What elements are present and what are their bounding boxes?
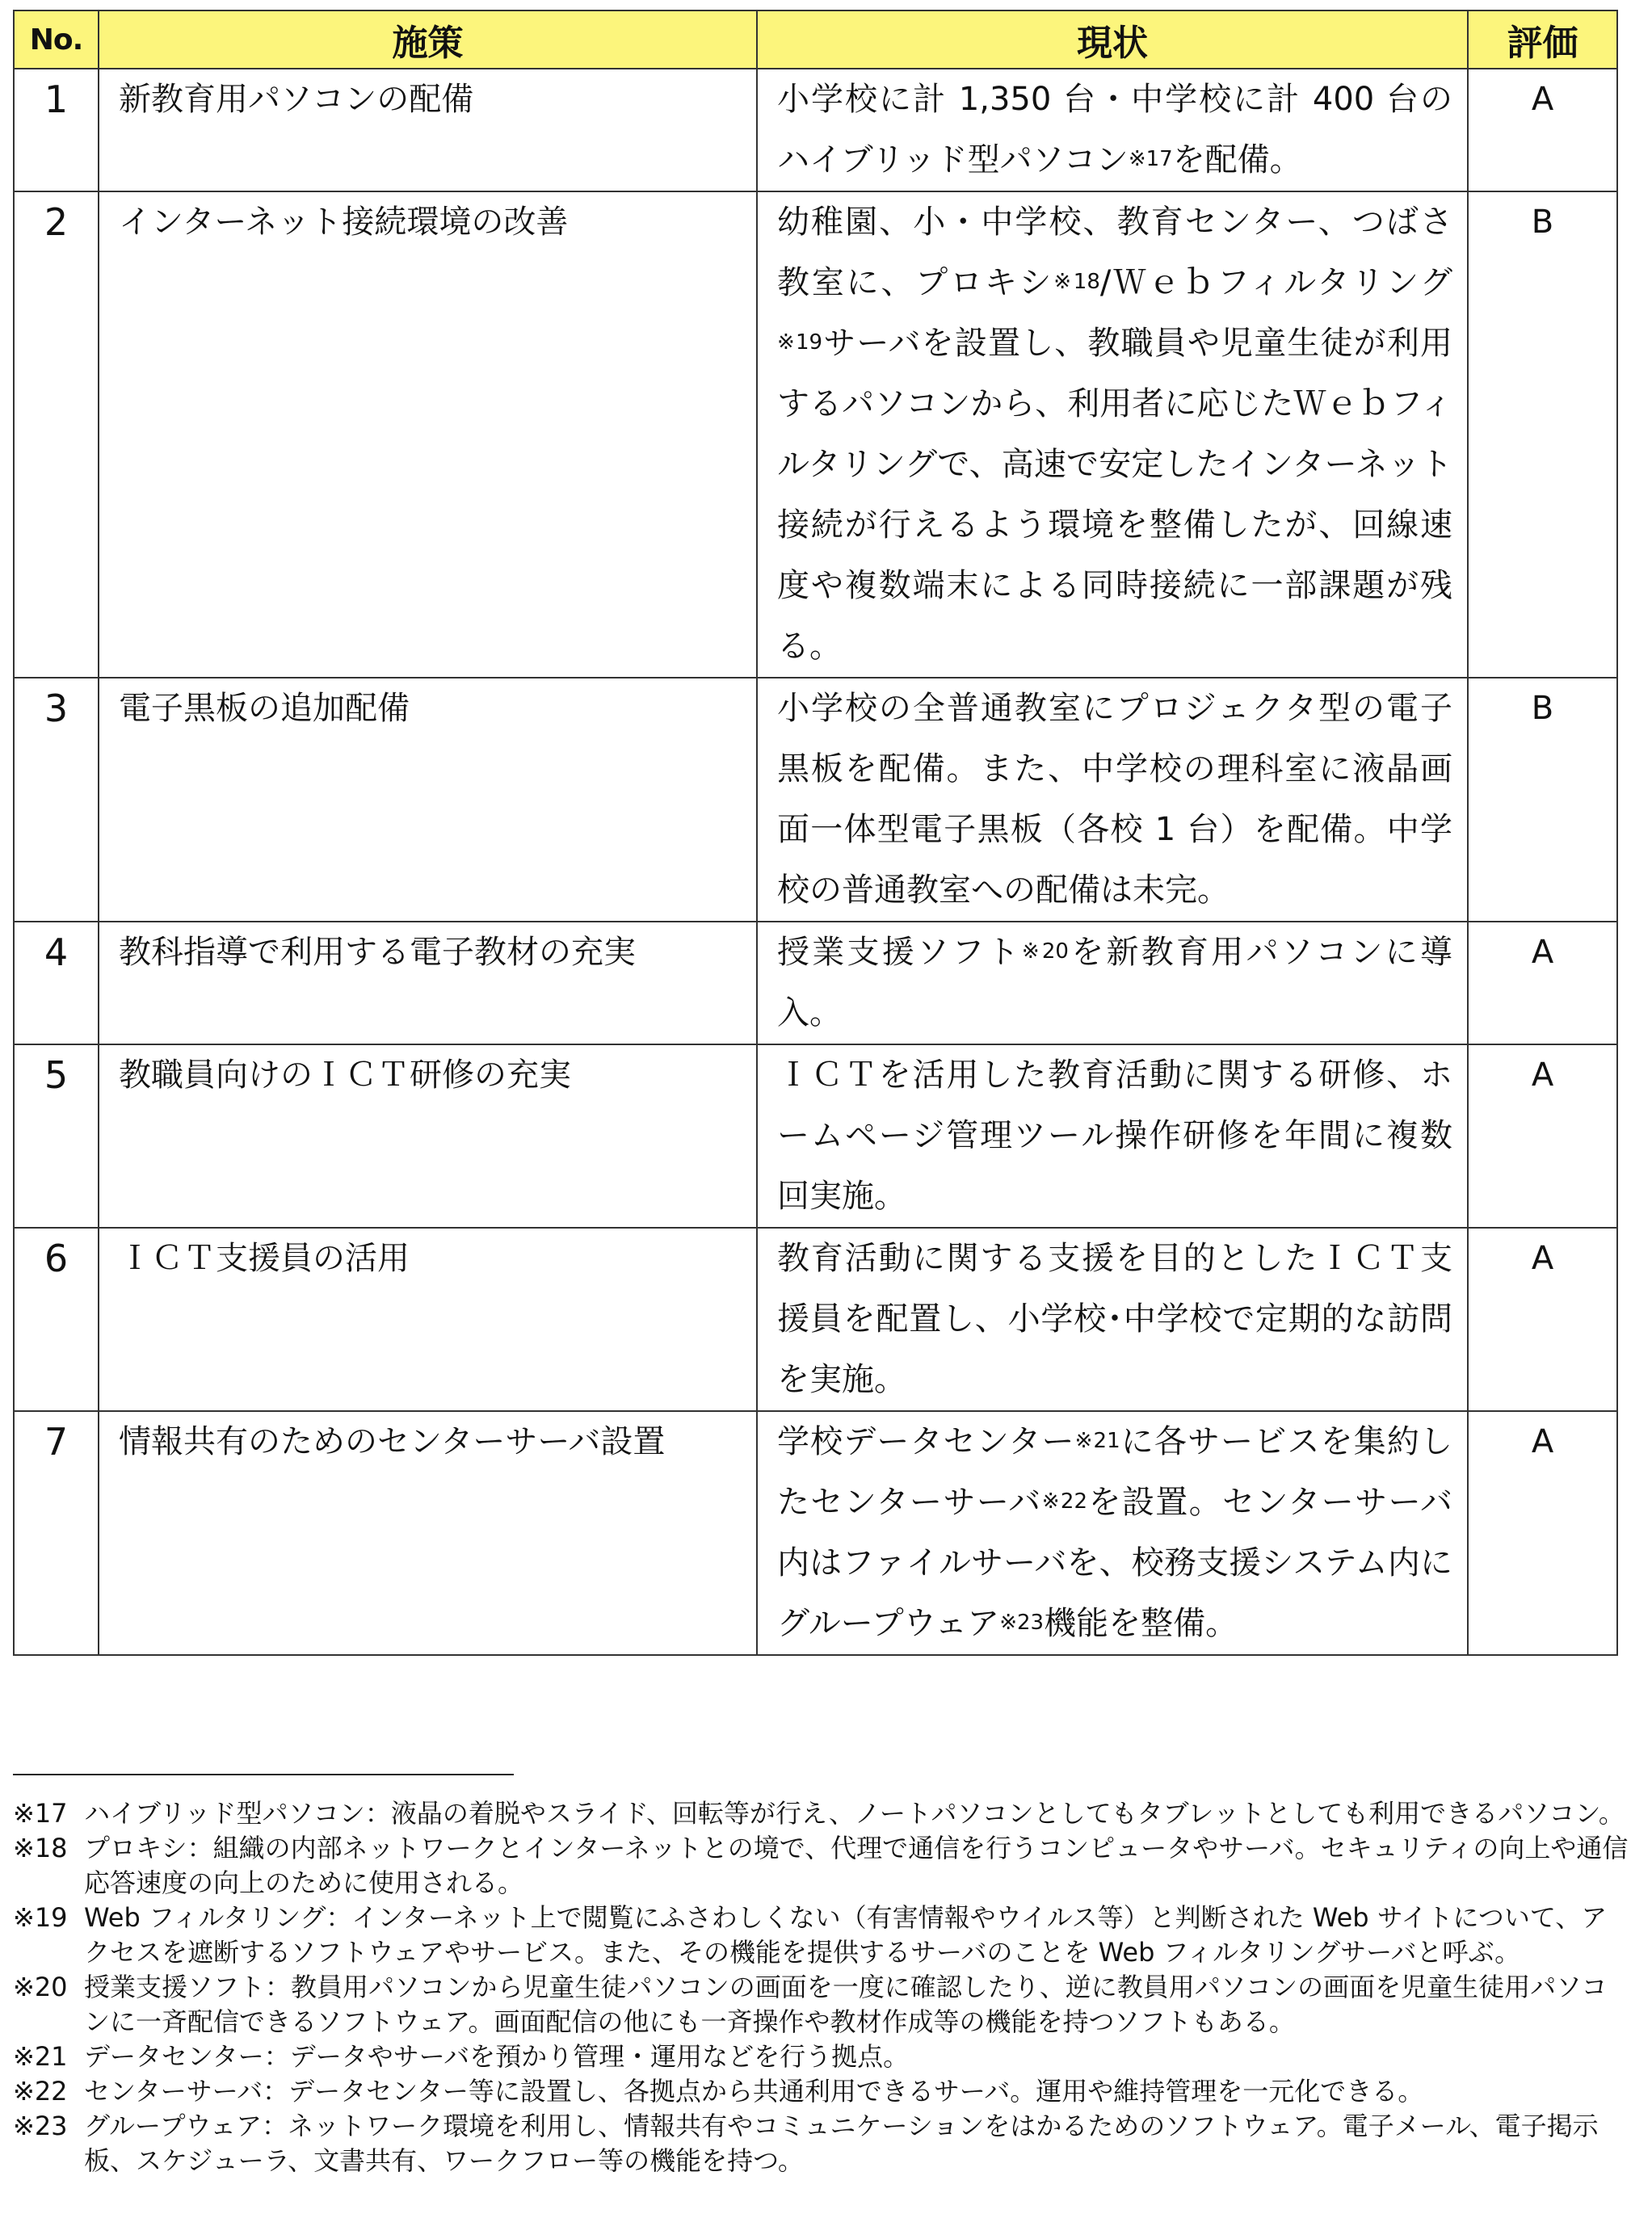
measure-cell: 新教育用パソコンの配備 bbox=[99, 69, 757, 191]
measure-cell: 教科指導で利用する電子教材の充実 bbox=[99, 922, 757, 1044]
status-text: ＩＣＴを活用した教育活動に関する研修、ホームページ管理ツール操作研修を年間に複数回実施。 bbox=[777, 1056, 1452, 1215]
status-text: 学校データセンター bbox=[777, 1423, 1075, 1460]
footnote-divider bbox=[13, 1774, 514, 1775]
table-row bbox=[14, 191, 1617, 678]
status-text: 小学校の全普通教室にプロジェクタ型の電子黒板を配備。また、中学校の理科室に液晶画面一体型電子黒板（各校 1 台）を配備。中学校の普通教室への配備は未完。 bbox=[777, 690, 1452, 909]
footnote-text: グループウェア：ネットワーク環境を利用し、情報共有やコミュニケーションをはかるためのソフトウェア。電子メール、電子掲示板、スケジューラ、文書共有、ワークフロー等の機能を持つ。 bbox=[84, 2111, 1599, 2176]
footnote-mark: ※20 bbox=[13, 1972, 68, 2002]
footnote-item bbox=[13, 1970, 1629, 2039]
measure-cell: 情報共有のためのセンターサーバ設置 bbox=[99, 1411, 757, 1655]
table-row bbox=[14, 1411, 1617, 1655]
row-number: 5 bbox=[14, 1044, 99, 1228]
header-no: No. bbox=[14, 11, 99, 69]
footnote-text: ハイブリッド型パソコン：液晶の着脱やスライド、回転等が行え、ノートパソコンとしてもタブレットとしても利用できるパソコン。 bbox=[84, 1798, 1625, 1829]
footnote-item bbox=[13, 1901, 1629, 1970]
header-grade: 評価 bbox=[1468, 11, 1617, 69]
status-text: 授業支援ソフト bbox=[777, 934, 1022, 971]
footnote-mark: ※19 bbox=[13, 1902, 68, 1933]
row-number: 2 bbox=[14, 191, 99, 678]
status-cell bbox=[757, 191, 1468, 678]
table-row bbox=[14, 1044, 1617, 1228]
status-text: 幼稚園、小・中学校、教育センター、つばさ教室に、プロキシ bbox=[777, 204, 1452, 301]
status-text: を配備。 bbox=[1172, 141, 1302, 179]
row-number: 6 bbox=[14, 1228, 99, 1411]
measure-cell: インターネット接続環境の改善 bbox=[99, 191, 757, 678]
status-text: 小学校に計 1,350 台・中学校に計 400 台のハイブリッド型パソコン bbox=[777, 81, 1452, 179]
status-cell bbox=[757, 678, 1468, 922]
footnote-ref: ※18 bbox=[1053, 270, 1100, 294]
table-header-row bbox=[14, 11, 1617, 69]
footnote-mark: ※17 bbox=[13, 1798, 68, 1829]
footnote-item bbox=[13, 1831, 1629, 1901]
footnote-item bbox=[13, 1796, 1629, 1831]
status-text: を設置。センターサーバ内はファイルサーバを、校務支援システム内にグループウェア bbox=[777, 1484, 1453, 1642]
status-cell bbox=[757, 1411, 1468, 1655]
footnote-ref: ※21 bbox=[1074, 1429, 1120, 1453]
status-cell bbox=[757, 1228, 1468, 1411]
table-row bbox=[14, 678, 1617, 922]
table-body bbox=[14, 69, 1617, 1655]
footnote-mark: ※22 bbox=[13, 2076, 68, 2107]
footnote-mark: ※21 bbox=[13, 2041, 68, 2072]
measure-cell: 教職員向けのＩＣＴ研修の充実 bbox=[99, 1044, 757, 1228]
row-number: 4 bbox=[14, 922, 99, 1044]
footnote-text: Web フィルタリング：インターネット上で閲覧にふさわしくない（有害情報やウイルス等）と判断された Web サイトについて、アクセスを遮断するソフトウェアやサービス。また、その機能を提供するサーバのことを Web フィルタリングサーバと呼ぶ。 bbox=[84, 1902, 1608, 1968]
status-text: に各サービスを集約したセンターサーバ bbox=[777, 1423, 1452, 1521]
footnote-text: プロキシ：組織の内部ネットワークとインターネットとの境で、代理で通信を行うコンピュータやサーバ。セキュリティの向上や通信応答速度の向上のために使用される。 bbox=[84, 1833, 1629, 1898]
status-text: 教育活動に関する支援を目的としたＩＣＴ支援員を配置し、小学校･中学校で定期的な訪問を実施。 bbox=[777, 1240, 1452, 1398]
footnote-item bbox=[13, 2109, 1629, 2178]
footnotes bbox=[13, 1796, 1629, 2178]
grade-cell: A bbox=[1468, 1228, 1617, 1411]
footnote-ref: ※19 bbox=[777, 330, 823, 355]
status-text: 機能を整備。 bbox=[1044, 1605, 1238, 1642]
status-text: を新教育用パソコンに導入。 bbox=[777, 934, 1453, 1031]
footnote-ref: ※17 bbox=[1128, 147, 1173, 171]
row-number: 3 bbox=[14, 678, 99, 922]
measure-cell: 電子黒板の追加配備 bbox=[99, 678, 757, 922]
grade-cell: A bbox=[1468, 1044, 1617, 1228]
grade-cell: A bbox=[1468, 69, 1617, 191]
header-measure: 施策 bbox=[99, 11, 757, 69]
status-text: /Ｗｅｂフィルタリング bbox=[1099, 264, 1452, 301]
footnote-text: センターサーバ：データセンター等に設置し、各拠点から共通利用できるサーバ。運用や維持管理を一元化できる。 bbox=[84, 2076, 1424, 2107]
measure-cell: ＩＣＴ支援員の活用 bbox=[99, 1228, 757, 1411]
footnote-ref: ※23 bbox=[999, 1611, 1045, 1635]
row-number: 7 bbox=[14, 1411, 99, 1655]
header-status: 現状 bbox=[757, 11, 1468, 69]
footnote-mark: ※23 bbox=[13, 2111, 68, 2141]
footnote-item bbox=[13, 2039, 1629, 2074]
footnote-text: データセンター：データやサーバを預かり管理・運用などを行う拠点。 bbox=[84, 2041, 910, 2072]
status-cell bbox=[757, 69, 1468, 191]
footnote-mark: ※18 bbox=[13, 1833, 68, 1863]
status-cell bbox=[757, 922, 1468, 1044]
table-row bbox=[14, 1228, 1617, 1411]
status-cell bbox=[757, 1044, 1468, 1228]
grade-cell: B bbox=[1468, 191, 1617, 678]
footnote-ref: ※22 bbox=[1041, 1489, 1088, 1514]
footnote-ref: ※20 bbox=[1021, 939, 1069, 964]
table-row bbox=[14, 922, 1617, 1044]
grade-cell: A bbox=[1468, 1411, 1617, 1655]
grade-cell: A bbox=[1468, 922, 1617, 1044]
table-row bbox=[14, 69, 1617, 191]
ict-measures-table bbox=[13, 10, 1618, 1656]
status-text: サーバを設置し、教職員や児童生徒が利用するパソコンから、利用者に応じたＷｅｂフィルタリングで、高速で安定したインターネット接続が行えるよう環境を整備したが、回線速度や複数端末による同時接続に一部課題が残る。 bbox=[777, 325, 1452, 665]
row-number: 1 bbox=[14, 69, 99, 191]
grade-cell: B bbox=[1468, 678, 1617, 922]
footnote-text: 授業支援ソフト：教員用パソコンから児童生徒パソコンの画面を一度に確認したり、逆に教員用パソコンの画面を児童生徒用パソコンに一斉配信できるソフトウェア。画面配信の他にも一斉操作や教材作成等の機能を持つソフトもある。 bbox=[84, 1972, 1608, 2037]
footnote-item bbox=[13, 2074, 1629, 2109]
